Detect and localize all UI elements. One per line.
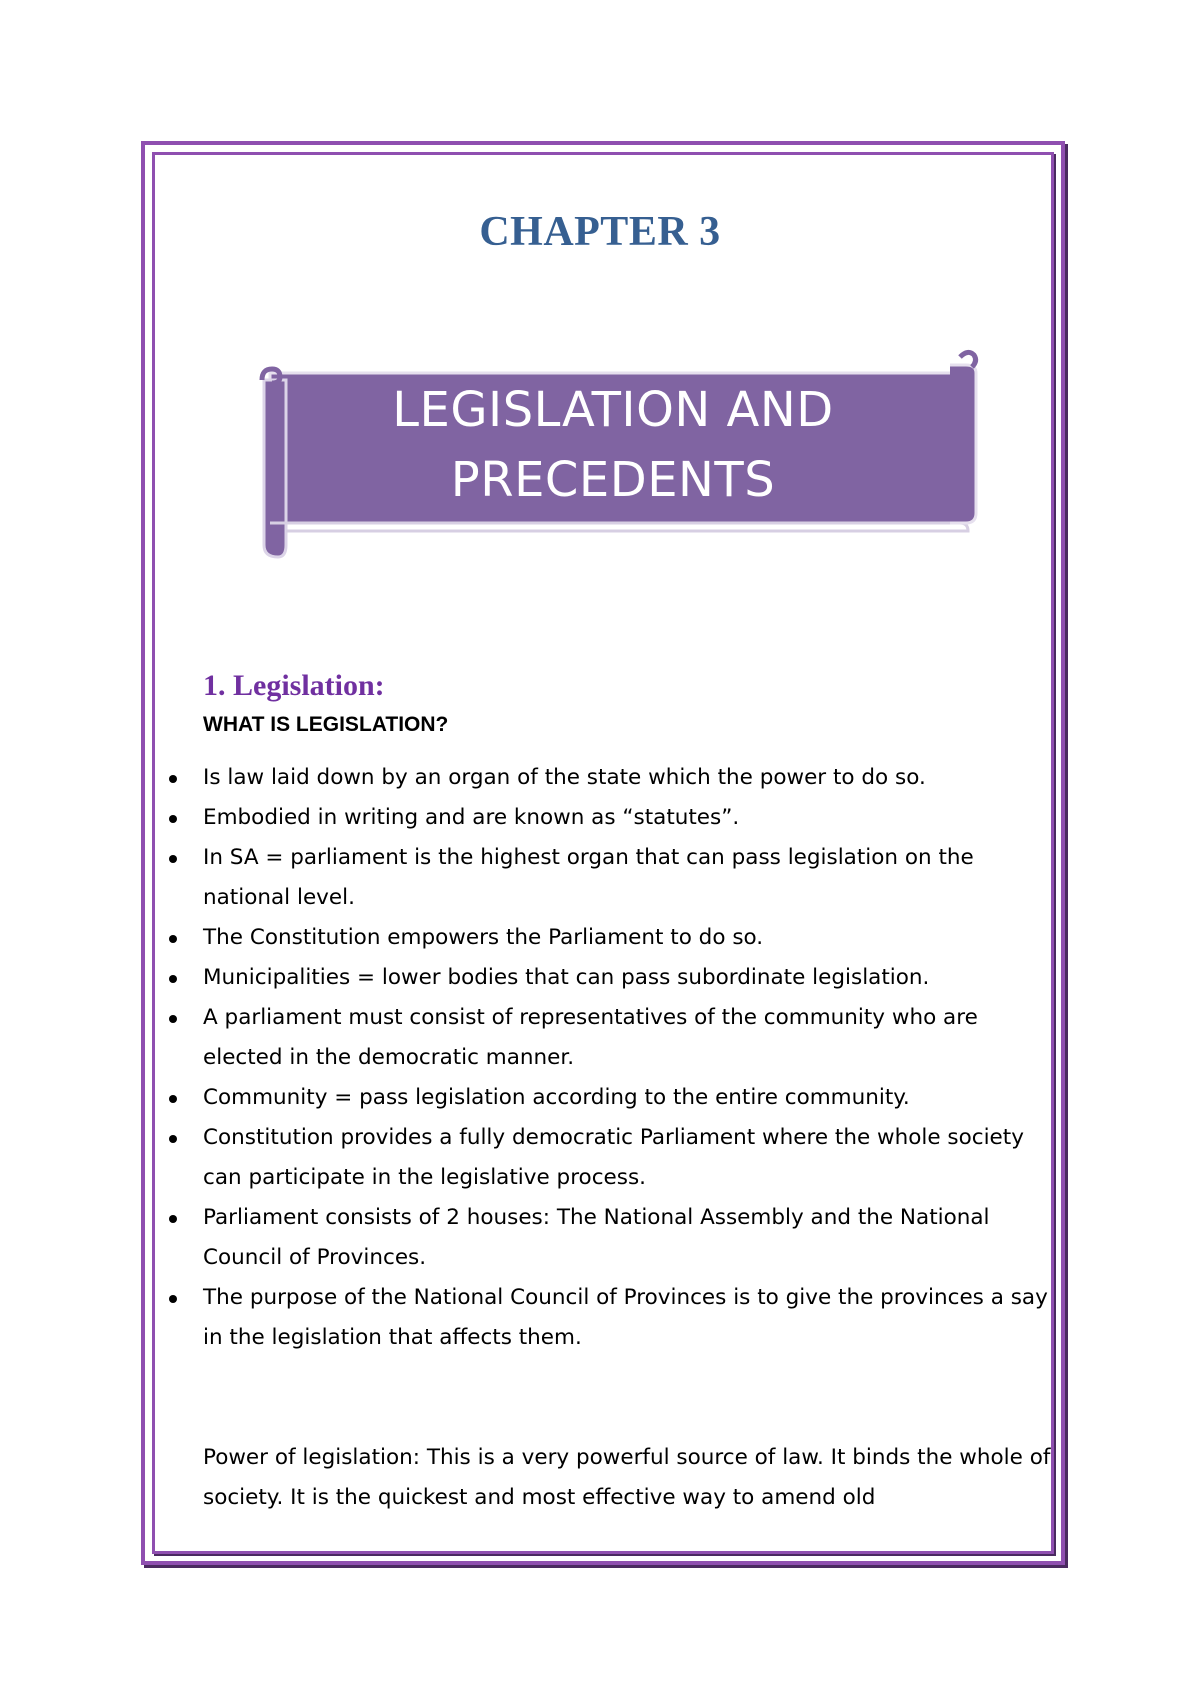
list-item-text: Constitution provides a fully democratic Parliament where the whole society can participate in the legislative process. [203,1125,1024,1190]
bullet-icon [169,1015,177,1023]
banner-title-line-1: LEGISLATION AND [392,382,834,438]
bullet-icon [169,1135,177,1143]
list-item-text: The Constitution empowers the Parliament to do so. [203,925,764,950]
list-item-text: Parliament consists of 2 houses: The National Assembly and the National Council of Provinces. [203,1205,990,1270]
list-item-text: A parliament must consist of representatives of the community who are elected in the democratic manner. [203,1005,978,1070]
list-item-text: Embodied in writing and are known as “statutes”. [203,805,740,830]
list-item [203,1278,1053,1358]
legislation-bullet-list [203,758,1053,1358]
list-item [203,838,1053,918]
banner-title-line-2: PRECEDENTS [450,452,776,508]
list-item [203,918,1053,958]
chapter-content [203,664,1053,1540]
chapter-title: CHAPTER 3 [479,209,721,255]
list-item-text: In SA = parliament is the highest organ that can pass legislation on the national level. [203,845,974,910]
list-item [203,1198,1053,1278]
list-item [203,1118,1053,1198]
list-item [203,998,1053,1078]
list-item-text: The purpose of the National Council of Provinces is to give the provinces a say in the legislation that affects them. [203,1285,1048,1350]
bullet-icon [169,1095,177,1103]
list-item [203,798,1053,838]
title-scroll-banner [250,345,990,560]
list-item [203,958,1053,998]
list-item-text: Municipalities = lower bodies that can pass subordinate legislation. [203,965,930,990]
list-item [203,1078,1053,1118]
bullet-icon [169,775,177,783]
bullet-icon [169,935,177,943]
power-of-legislation-paragraph: Power of legislation: This is a very powerful source of law. It binds the whole of society. It is the quickest and most effective way to amend old [203,1445,1051,1510]
section-heading: 1. Legislation: [203,669,385,702]
bullet-icon [169,1215,177,1223]
bullet-icon [169,855,177,863]
list-item [203,758,1053,798]
section-subheading: WHAT IS LEGISLATION? [203,713,449,736]
bullet-icon [169,815,177,823]
list-item-text: Community = pass legislation according to the entire community. [203,1085,910,1110]
list-item-text: Is law laid down by an organ of the state which the power to do so. [203,765,926,790]
bullet-icon [169,1295,177,1303]
bullet-icon [169,975,177,983]
banner-title [288,375,938,515]
